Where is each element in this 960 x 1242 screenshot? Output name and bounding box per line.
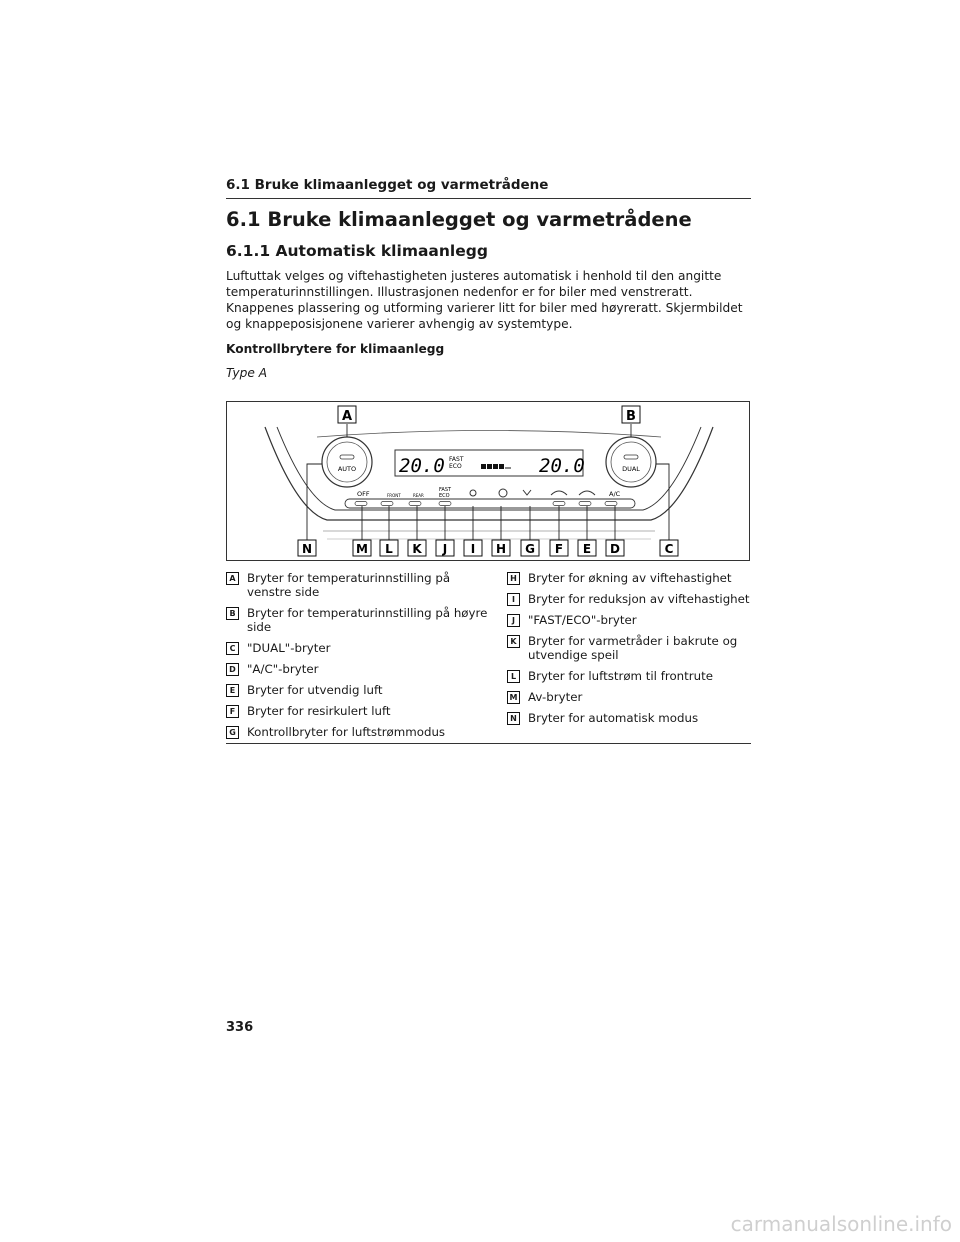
display-fast-text: FAST — [449, 456, 464, 463]
airflow-mode-icon — [523, 490, 531, 495]
callout-label: A — [341, 409, 353, 424]
callout-label: B — [626, 409, 636, 424]
legend-item: G Kontrollbryter for luftstrømmodus — [226, 725, 488, 739]
auto-label: AUTO — [337, 465, 357, 473]
fan-down-icon — [470, 490, 476, 496]
leader-line — [656, 464, 669, 542]
legend-key: K — [507, 635, 520, 648]
legend-key: A — [226, 572, 239, 585]
callout-label: E — [582, 542, 592, 556]
legend-item: B Bryter for temperaturinnstilling på høyre side — [226, 606, 488, 634]
legend-item: N Bryter for automatisk modus — [507, 711, 755, 725]
callout-label: K — [412, 542, 422, 556]
running-header: 6.1 Bruke klimaanlegget og varmetrådene — [226, 177, 751, 199]
legend-item: L Bryter for luftstrøm til frontrute — [507, 669, 755, 683]
legend-item: E Bryter for utvendig luft — [226, 683, 488, 697]
recirculate-icon — [551, 491, 567, 495]
type-label: Type A — [226, 366, 268, 380]
left-temperature-knob[interactable] — [322, 437, 372, 487]
intro-paragraph: Luftuttak velges og viftehastigheten justeres automatisk i henhold til den angitte temperaturinnstillingen. Illustrasjonen nedenfor er for biler med venstreratt. Knappenes plassering og utforming varierer litt for biler med høyreratt. Skjermbildet og knappeposisjonene varierer avhengig av systemtype. — [226, 269, 743, 331]
legend-item: H Bryter for økning av viftehastighet — [507, 571, 755, 585]
legend-item: C "DUAL"-bryter — [226, 641, 488, 655]
legend-left — [226, 571, 488, 746]
callout-label: I — [470, 542, 476, 556]
callout-label: H — [495, 542, 507, 556]
callout-label: F — [554, 542, 564, 556]
legend-item: A Bryter for temperaturinnstilling på venstre side — [226, 571, 488, 599]
callout-label: N — [301, 542, 313, 556]
legend-item: J "FAST/ECO"-bryter — [507, 613, 755, 627]
legend-key: N — [507, 712, 520, 725]
display-eco-text: ECO — [449, 463, 462, 470]
legend-key: D — [226, 663, 239, 676]
leader-line — [307, 464, 322, 542]
display-left-temp: 20.0 — [399, 455, 445, 477]
legend-key: E — [226, 684, 239, 697]
legend-key: J — [507, 614, 520, 627]
legend-item: D "A/C"-bryter — [226, 662, 488, 676]
outside-air-icon — [579, 491, 595, 495]
callout-label: C — [664, 542, 674, 556]
callout-label: L — [385, 542, 393, 556]
callout-label: J — [442, 542, 448, 556]
display-right-temp: 20.0 — [539, 455, 585, 477]
section-divider — [226, 743, 751, 744]
rear-label: REAR — [413, 493, 424, 498]
callout-label: M — [356, 542, 368, 556]
legend-key: G — [226, 726, 239, 739]
section-title: 6.1 Bruke klimaanlegget og varmetrådene — [226, 208, 692, 231]
legend-item: M Av-bryter — [507, 690, 755, 704]
legend-right — [507, 571, 755, 732]
watermark: carmanualsonline.info — [730, 1212, 952, 1236]
callout-label: D — [610, 542, 620, 556]
ac-label: A/C — [609, 490, 621, 498]
legend-key: C — [226, 642, 239, 655]
button-row — [345, 499, 635, 508]
legend-item: I Bryter for reduksjon av viftehastighet — [507, 592, 755, 606]
legend-item: F Bryter for resirkulert luft — [226, 704, 488, 718]
right-temperature-knob[interactable] — [606, 437, 656, 487]
page-number: 336 — [226, 1020, 254, 1035]
callout-label: G — [525, 542, 535, 556]
legend-key: L — [507, 670, 520, 683]
front-label: FRONT — [387, 493, 401, 498]
legend-key: F — [226, 705, 239, 718]
legend-key: M — [507, 691, 520, 704]
legend-key: I — [507, 593, 520, 606]
off-label: OFF — [357, 490, 370, 498]
subsection-title: 6.1.1 Automatisk klimaanlegg — [226, 242, 488, 260]
fan-up-icon — [499, 489, 507, 497]
dual-label: DUAL — [622, 465, 640, 473]
climate-panel-figure — [226, 401, 750, 561]
legend-key: H — [507, 572, 520, 585]
eco-label: ECO — [439, 493, 450, 499]
fast-label: FAST — [439, 487, 452, 493]
legend-item: K Bryter for varmetråder i bakrute og utvendige speil — [507, 634, 755, 662]
controls-heading: Kontrollbrytere for klimaanlegg — [226, 342, 445, 356]
legend-key: B — [226, 607, 239, 620]
